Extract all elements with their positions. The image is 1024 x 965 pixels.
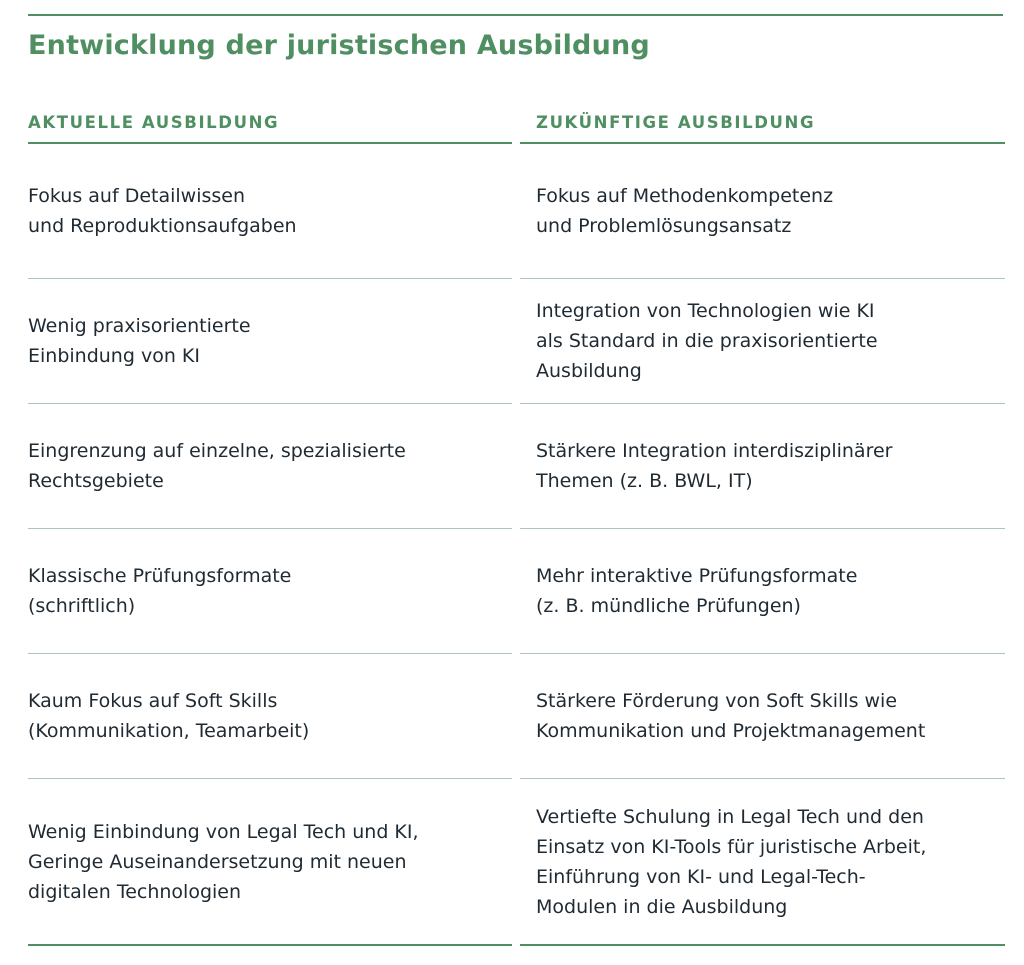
table-row (28, 144, 512, 279)
future-cell: Mehr interaktive Prüfungsformate (z. B. mündliche Prüfungen) (536, 565, 858, 617)
future-cell: Stärkere Förderung von Soft Skills wie Kommunikation und Projektmanagement (536, 690, 926, 742)
current-cell: Fokus auf Detailwissen und Reproduktionsaufgaben (28, 185, 297, 237)
future-column (520, 100, 1005, 946)
future-column-label: ZUKÜNFTIGE AUSBILDUNG (536, 113, 816, 132)
current-column-label: AKTUELLE AUSBILDUNG (28, 113, 280, 132)
current-cell: Klassische Prüfungsformate (schriftlich) (28, 565, 292, 617)
current-column-header (28, 100, 512, 144)
table-row (520, 404, 1005, 529)
table-row (520, 779, 1005, 946)
table-row (28, 404, 512, 529)
future-cell: Vertiefte Schulung in Legal Tech und den Einsatz von KI-Tools für juristische Arbeit, Einführung von KI- und Legal-Tech- Modulen in die Ausbildung (536, 805, 927, 918)
current-column (28, 100, 512, 946)
table-row (520, 279, 1005, 404)
future-cell: Stärkere Integration interdisziplinärer Themen (z. B. BWL, IT) (536, 440, 893, 492)
table-row (520, 529, 1005, 654)
future-column-header (520, 100, 1005, 144)
table-row (28, 779, 512, 946)
future-cell: Fokus auf Methodenkompetenz und Problemlösungsansatz (536, 185, 834, 237)
current-cell: Wenig Einbindung von Legal Tech und KI, Geringe Auseinandersetzung mit neuen digitalen Technologien (28, 820, 419, 903)
current-cell: Kaum Fokus auf Soft Skills (Kommunikation, Teamarbeit) (28, 690, 310, 742)
table-row (28, 279, 512, 404)
table-row (520, 654, 1005, 779)
table-row (28, 654, 512, 779)
page-title: Entwicklung der juristischen Ausbildung (28, 30, 650, 61)
current-cell: Eingrenzung auf einzelne, spezialisierte Rechtsgebiete (28, 440, 406, 492)
table-row (520, 144, 1005, 279)
table-row (28, 529, 512, 654)
future-cell: Integration von Technologien wie KI als Standard in die praxisorientierte Ausbildung (536, 300, 878, 382)
top-divider (28, 14, 1003, 16)
current-cell: Wenig praxisorientierte Einbindung von KI (28, 315, 251, 367)
